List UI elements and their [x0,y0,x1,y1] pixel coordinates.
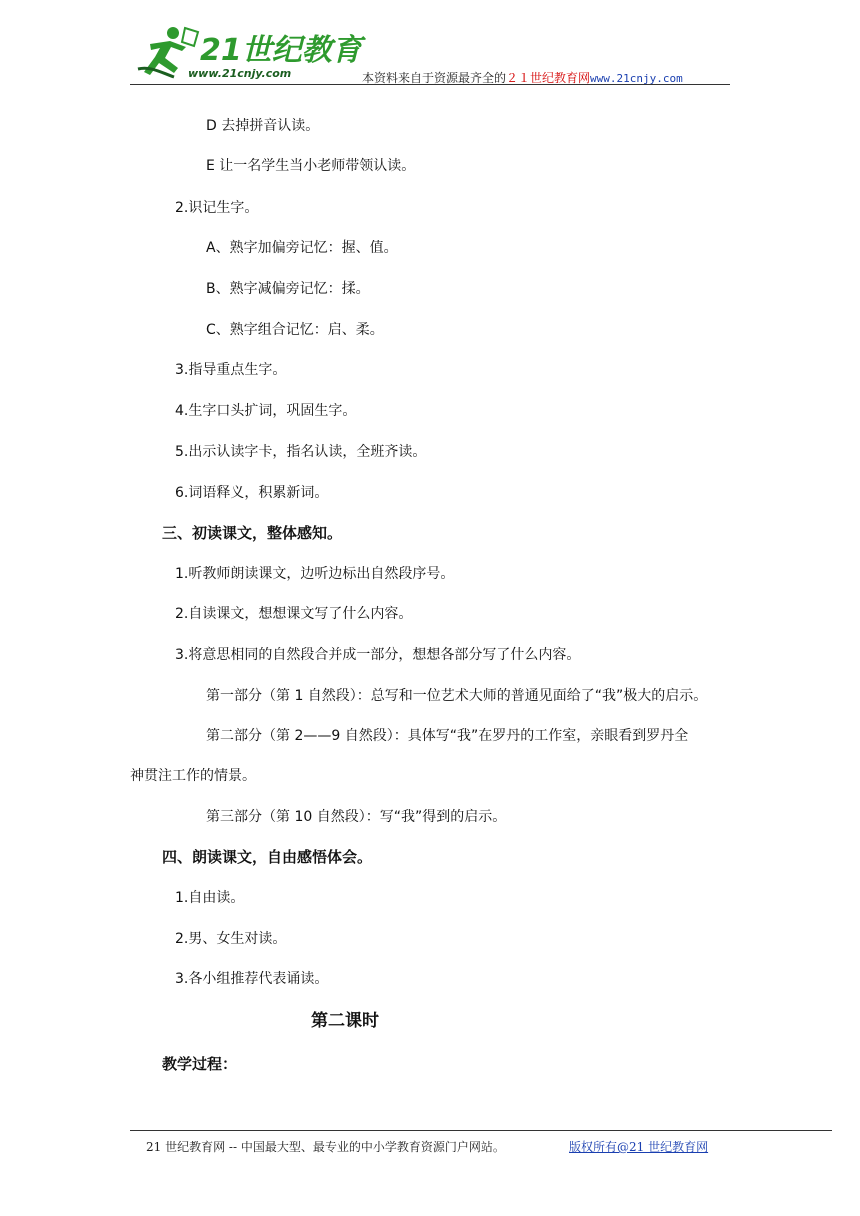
text-line: 神贯注工作的情景。 [130,768,256,784]
text-line: 3.各小组推荐代表诵读。 [175,971,329,987]
page-header [130,22,730,84]
text-line: 第三部分（第 10 自然段）：写“我”得到的启示。 [206,809,507,825]
section-heading: 三、初读课文，整体感知。 [162,524,343,542]
text-line: A、熟字加偏旁记忆：握、值。 [206,240,398,256]
text-line: 2.自读课文，想想课文写了什么内容。 [175,606,413,622]
text-line: D 去掉拼音认读。 [206,118,320,134]
text-line: 3.将意思相同的自然段合并成一部分，想想各部分写了什么内容。 [175,647,581,663]
footer-divider [130,1130,832,1131]
footer-copyright-link[interactable]: 版权所有@21 世纪教育网 [569,1140,709,1154]
text-line: C、熟字组合记忆：启、柔。 [206,322,384,338]
text-line: 2.男、女生对读。 [175,931,287,947]
header-divider [130,84,730,85]
process-heading: 教学过程： [162,1055,238,1073]
text-line: 3.指导重点生字。 [175,362,287,378]
section-heading: 四、朗读课文，自由感悟体会。 [162,848,373,866]
logo-url: www.21cnjy.com [188,67,292,80]
text-line: 1.听教师朗读课文，边听边标出自然段序号。 [175,566,455,582]
site-logo [130,22,362,82]
logo-text: 21世纪教育 [200,33,362,68]
text-line: 4.生字口头扩词，巩固生字。 [175,403,357,419]
footer-text: 21 世纪教育网 -- 中国最大型、最专业的中小学教育资源门户网站。 [146,1140,505,1154]
text-line: 5.出示认读字卡，指名认读，全班齐读。 [175,444,427,460]
text-line: 1.自由读。 [175,890,245,906]
text-line: 6.词语释义，积累新词。 [175,485,329,501]
header-note-site: ２１世纪教育网 [506,71,591,85]
text-line: 第一部分（第 1 自然段）：总写和一位艺术大师的普通见面给了“我”极大的启示。 [206,688,708,704]
header-note-prefix: 本资料来自于资源最齐全的 [362,71,507,85]
lesson-title: 第二课时 [311,1011,379,1031]
text-line: E 让一名学生当小老师带领认读。 [206,158,416,174]
text-line: B、熟字减偏旁记忆：揉。 [206,281,370,297]
text-line: 第二部分（第 2——9 自然段）：具体写“我”在罗丹的工作室，亲眼看到罗丹全 [206,728,689,744]
text-line: 2.识记生字。 [175,200,259,216]
header-note-url[interactable]: www.21cnjy.com [590,72,683,85]
